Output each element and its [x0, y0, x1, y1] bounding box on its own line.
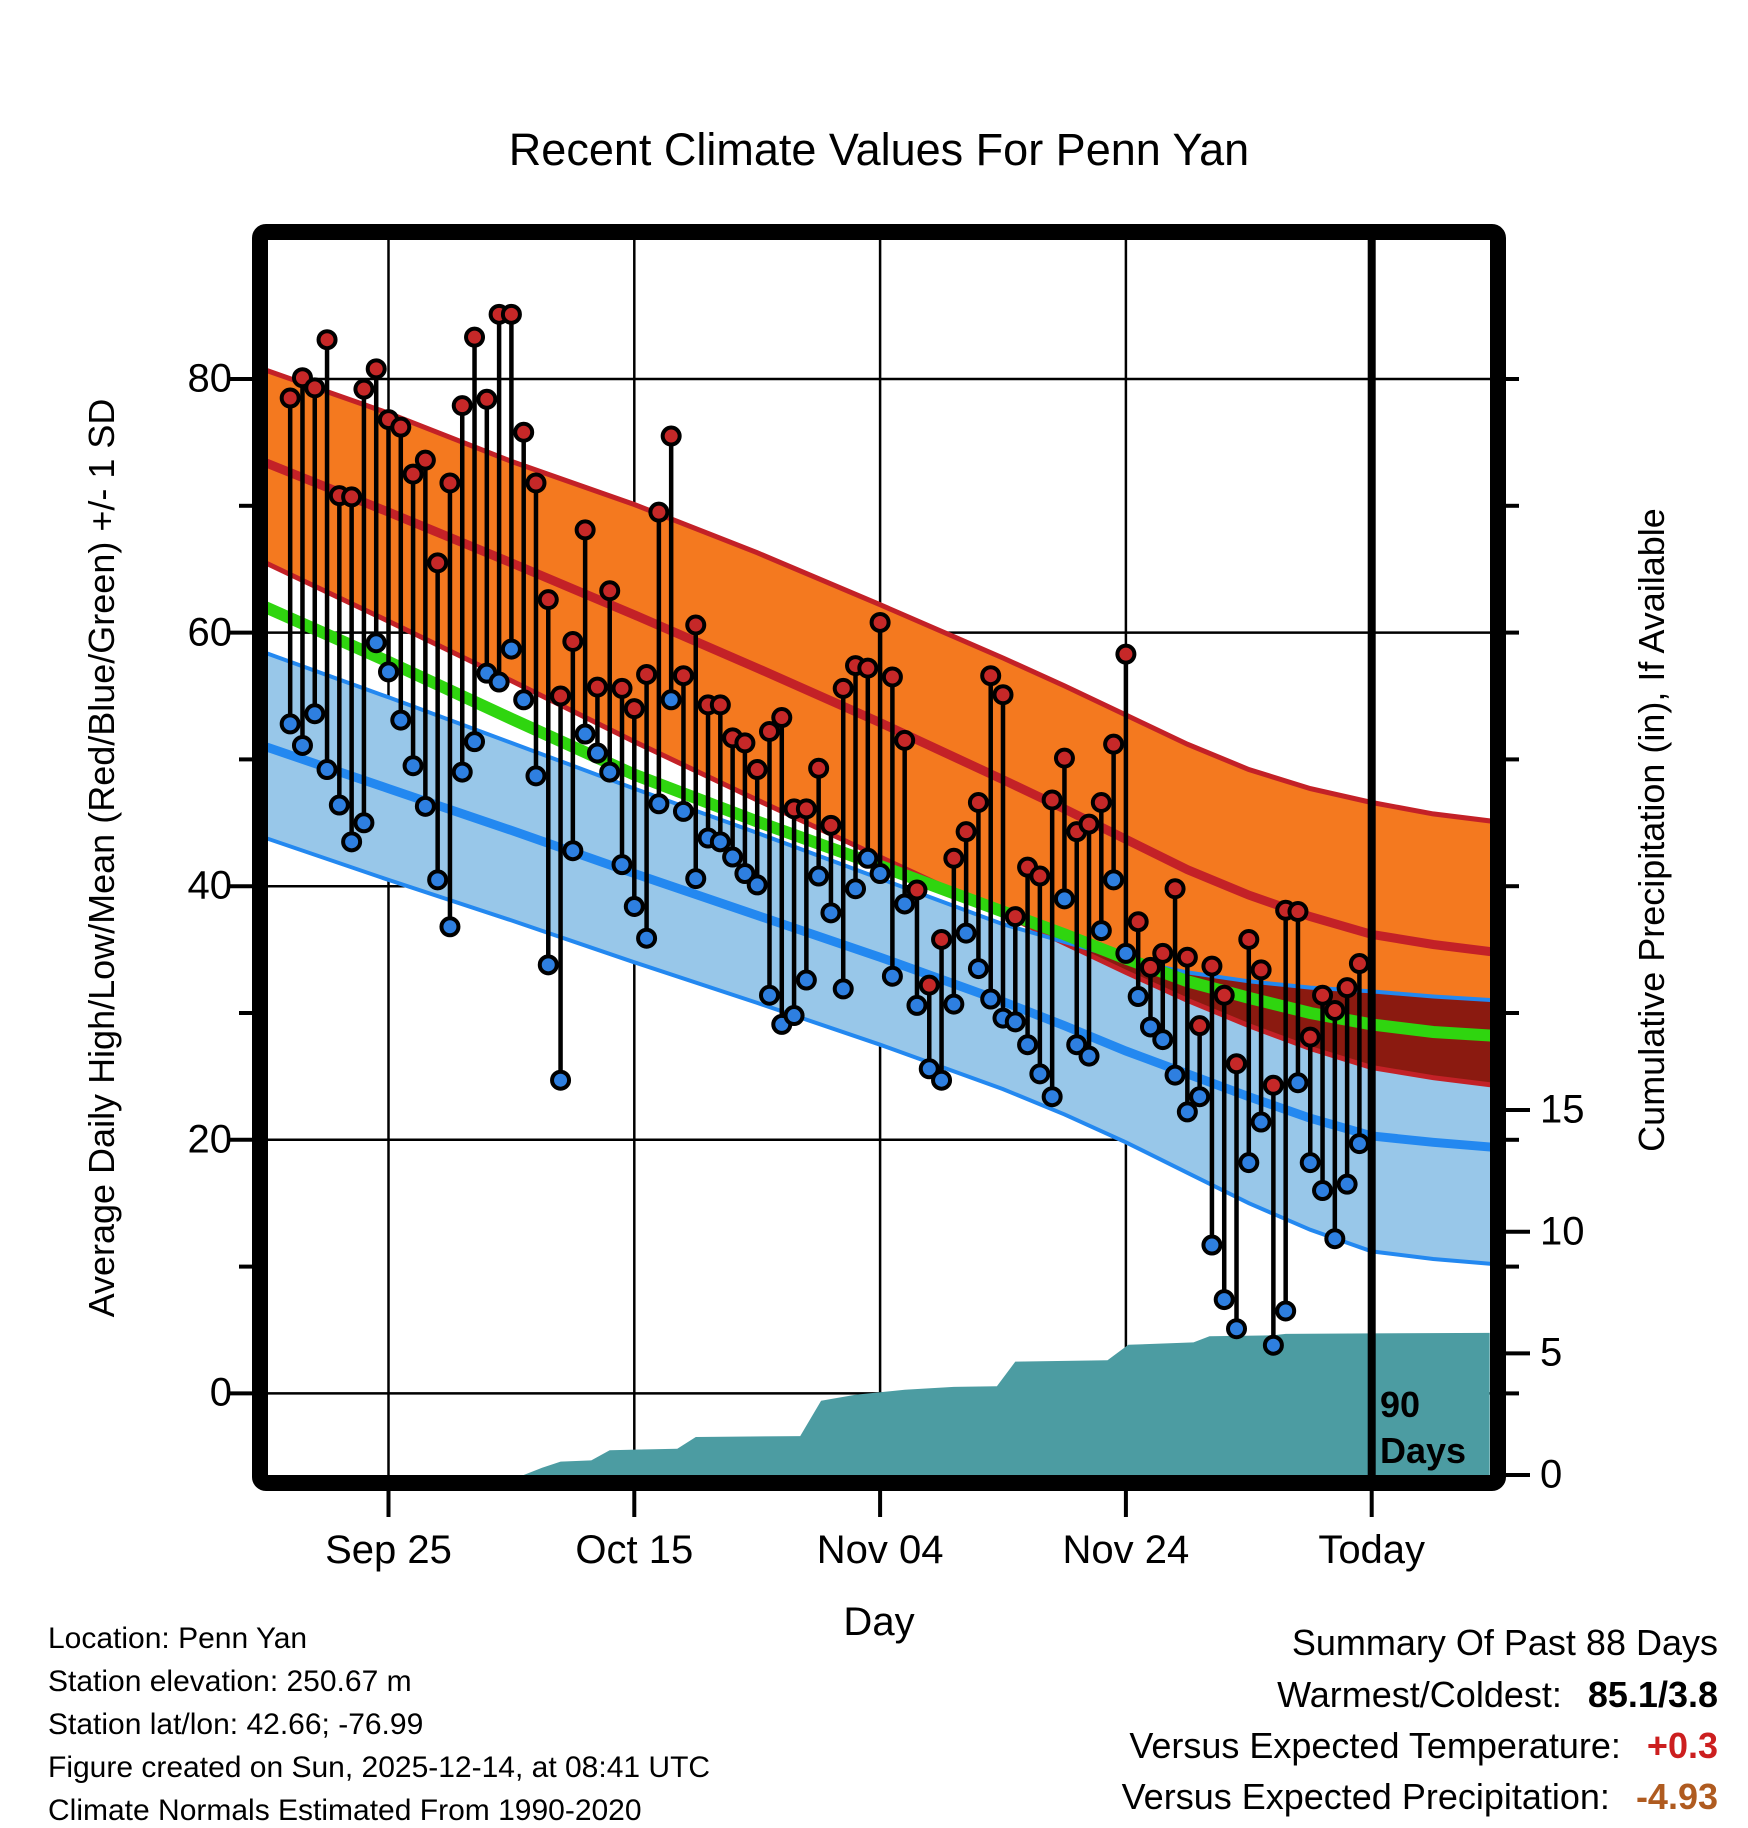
summary-heading: Summary Of Past 88 Days [1291, 1622, 1718, 1663]
low-dot [908, 997, 925, 1014]
low-dot [810, 868, 827, 885]
low-dot [1302, 1154, 1319, 1171]
low-dot [982, 991, 999, 1008]
low-dot [1289, 1074, 1306, 1091]
low-dot [1351, 1135, 1368, 1152]
low-dot [1314, 1182, 1331, 1199]
high-dot [614, 680, 631, 697]
high-dot [675, 667, 692, 684]
high-dot [687, 616, 704, 633]
low-dot [1117, 945, 1134, 962]
figure-created: Figure created on Sun, 2025-12-14, at 08:41 UTC [48, 1751, 711, 1784]
low-dot [1019, 1036, 1036, 1053]
high-dot [1154, 945, 1171, 962]
low-dot [847, 880, 864, 897]
ninety-days-annotation [1380, 1382, 1466, 1474]
summary-rows [1122, 1674, 1718, 1818]
low-dot [663, 691, 680, 708]
summary-row [1122, 1725, 1718, 1767]
low-dot [798, 972, 815, 989]
high-dot [392, 419, 409, 436]
high-dot [503, 306, 520, 323]
x-tick-label: Nov 04 [816, 1528, 944, 1572]
low-dot [1339, 1176, 1356, 1193]
right-axis-label: Cumulative Precipitation (in), If Available [1631, 508, 1672, 1152]
high-dot [958, 823, 975, 840]
high-dot [798, 800, 815, 817]
y-left-tick-label: 40 [187, 863, 232, 908]
high-dot [577, 521, 594, 538]
low-dot [429, 871, 446, 888]
ninety-days-line1: 90 [1380, 1384, 1421, 1425]
high-dot [306, 379, 323, 396]
y-right-tick-label: 0 [1540, 1452, 1563, 1497]
high-dot [626, 700, 643, 717]
summary-row-value: +0.3 [1646, 1725, 1718, 1766]
station-location: Location: Penn Yan [48, 1622, 308, 1655]
high-dot [368, 360, 385, 377]
low-dot [577, 726, 594, 743]
low-dot [540, 956, 557, 973]
high-dot [1105, 736, 1122, 753]
low-dot [417, 798, 434, 815]
low-dot [306, 705, 323, 722]
plot-area [266, 240, 1495, 1475]
low-dot [1216, 1291, 1233, 1308]
high-dot [749, 761, 766, 778]
high-dot [970, 794, 987, 811]
low-dot [1326, 1230, 1343, 1247]
high-dot [1117, 646, 1134, 663]
climate-normals-note: Climate Normals Estimated From 1990-2020 [48, 1794, 642, 1827]
high-dot [1081, 816, 1098, 833]
low-dot [835, 980, 852, 997]
low-dot [1167, 1067, 1184, 1084]
low-dot [441, 918, 458, 935]
high-dot [441, 474, 458, 491]
low-dot [589, 745, 606, 762]
high-dot [601, 582, 618, 599]
high-dot [712, 696, 729, 713]
low-dot [1228, 1320, 1245, 1337]
x-tick-label: Nov 24 [1062, 1528, 1190, 1572]
summary-row-label: Versus Expected Precipitation: [1121, 1776, 1610, 1817]
high-dot [1007, 908, 1024, 925]
cumulative-precip-area [290, 1333, 1490, 1475]
high-dot [589, 679, 606, 696]
high-dot [638, 666, 655, 683]
high-dot [478, 391, 495, 408]
low-dot [872, 865, 889, 882]
low-dot [1253, 1114, 1270, 1131]
y-left-tick-label: 0 [209, 1370, 232, 1415]
summary-row-value: -4.93 [1635, 1776, 1718, 1817]
high-dot [896, 732, 913, 749]
low-dot [724, 849, 741, 866]
summary-row-value: 85.1/3.8 [1587, 1674, 1718, 1715]
high-dot [810, 760, 827, 777]
high-dot [663, 428, 680, 445]
low-dot [368, 634, 385, 651]
low-dot [1265, 1337, 1282, 1354]
high-dot [466, 329, 483, 346]
low-dot [933, 1072, 950, 1089]
station-elevation: Station elevation: 250.67 m [48, 1665, 412, 1698]
high-dot [650, 504, 667, 521]
x-tick-label: Sep 25 [325, 1528, 452, 1572]
high-dot [319, 331, 336, 348]
x-tick-label: Today [1318, 1528, 1426, 1572]
low-dot [405, 757, 422, 774]
ninety-days-line2: Days [1380, 1430, 1467, 1471]
high-dot [1240, 931, 1257, 948]
high-dot [1191, 1017, 1208, 1034]
station-info [48, 1622, 710, 1828]
high-dot [1216, 987, 1233, 1004]
low-dot [1044, 1088, 1061, 1105]
low-dot [638, 930, 655, 947]
high-dot [872, 614, 889, 631]
low-dot [1203, 1237, 1220, 1254]
low-dot [945, 996, 962, 1013]
high-dot [884, 668, 901, 685]
low-dot [786, 1007, 803, 1024]
y-right-tick-label: 15 [1540, 1087, 1585, 1132]
low-dot [1277, 1302, 1294, 1319]
high-dot [773, 709, 790, 726]
high-dot [1130, 913, 1147, 930]
high-dot [1339, 979, 1356, 996]
low-dot [466, 733, 483, 750]
low-dot [1105, 871, 1122, 888]
low-dot [1081, 1048, 1098, 1065]
high-dot [417, 452, 434, 469]
summary-row-label: Versus Expected Temperature: [1129, 1725, 1621, 1766]
low-dot [552, 1072, 569, 1089]
high-dot [945, 850, 962, 867]
low-dot [822, 904, 839, 921]
high-dot [835, 680, 852, 697]
high-dot [515, 424, 532, 441]
high-dot [1093, 794, 1110, 811]
high-dot [822, 817, 839, 834]
low-dot [1191, 1088, 1208, 1105]
summary-row [1122, 1776, 1718, 1818]
high-dot [540, 591, 557, 608]
high-dot [1265, 1077, 1282, 1094]
high-dot [859, 660, 876, 677]
high-dot [1289, 903, 1306, 920]
low-dot [601, 764, 618, 781]
low-dot [687, 870, 704, 887]
high-dot [982, 667, 999, 684]
low-dot [1240, 1154, 1257, 1171]
low-dot [319, 761, 336, 778]
low-dot [1093, 922, 1110, 939]
low-dot [527, 767, 544, 784]
summary-row [1122, 1674, 1718, 1716]
y-left-tick-label: 80 [187, 356, 232, 401]
low-dot [1154, 1031, 1171, 1048]
high-dot [1203, 958, 1220, 975]
low-dot [749, 876, 766, 893]
high-dot [564, 633, 581, 650]
high-dot [908, 882, 925, 899]
low-dot [564, 842, 581, 859]
low-dot [626, 898, 643, 915]
high-dot [429, 554, 446, 571]
station-latlon: Station lat/lon: 42.66; -76.99 [48, 1708, 424, 1741]
low-dot [884, 968, 901, 985]
low-dot [1031, 1065, 1048, 1082]
summary-row-label: Warmest/Coldest: [1277, 1674, 1562, 1715]
high-dot [933, 931, 950, 948]
high-dot [1167, 880, 1184, 897]
low-dot [1179, 1103, 1196, 1120]
high-dot [282, 390, 299, 407]
high-dot [1056, 750, 1073, 767]
low-dot [392, 712, 409, 729]
y-left-tick-label: 20 [187, 1117, 232, 1162]
low-dot [1130, 988, 1147, 1005]
low-dot [958, 925, 975, 942]
high-dot [1302, 1029, 1319, 1046]
low-dot [343, 833, 360, 850]
y-right-tick-label: 10 [1540, 1209, 1585, 1254]
high-dot [1326, 1002, 1343, 1019]
low-dot [712, 833, 729, 850]
low-dot [282, 715, 299, 732]
high-dot [921, 977, 938, 994]
low-dot [380, 663, 397, 680]
low-dot [859, 850, 876, 867]
low-dot [1007, 1013, 1024, 1030]
x-axis-title: Day [843, 1600, 915, 1644]
high-dot [454, 397, 471, 414]
low-dot [970, 960, 987, 977]
high-dot [527, 474, 544, 491]
low-dot [515, 691, 532, 708]
high-dot [1179, 949, 1196, 966]
y-right-tick-label: 5 [1540, 1330, 1563, 1375]
high-dot [1031, 868, 1048, 885]
low-dot [761, 987, 778, 1004]
high-dot [1253, 961, 1270, 978]
low-dot [491, 674, 508, 691]
high-dot [1044, 791, 1061, 808]
high-dot [736, 734, 753, 751]
left-axis-label: Average Daily High/Low/Mean (Red/Blue/Green) +/- 1 SD [81, 398, 122, 1318]
high-dot [343, 488, 360, 505]
x-tick-label: Oct 15 [575, 1528, 694, 1572]
low-dot [454, 764, 471, 781]
low-dot [503, 641, 520, 658]
low-dot [675, 803, 692, 820]
high-dot [1351, 955, 1368, 972]
low-dot [355, 814, 372, 831]
high-dot [1228, 1055, 1245, 1072]
high-dot [552, 688, 569, 705]
summary-panel [1122, 1622, 1718, 1827]
low-dot [1056, 890, 1073, 907]
low-dot [650, 795, 667, 812]
high-dot [1314, 987, 1331, 1004]
chart-title: Recent Climate Values For Penn Yan [508, 124, 1250, 175]
low-dot [614, 856, 631, 873]
low-dot [294, 737, 311, 754]
high-dot [355, 381, 372, 398]
low-dot [331, 797, 348, 814]
high-dot [995, 686, 1012, 703]
y-left-tick-label: 60 [187, 610, 232, 655]
